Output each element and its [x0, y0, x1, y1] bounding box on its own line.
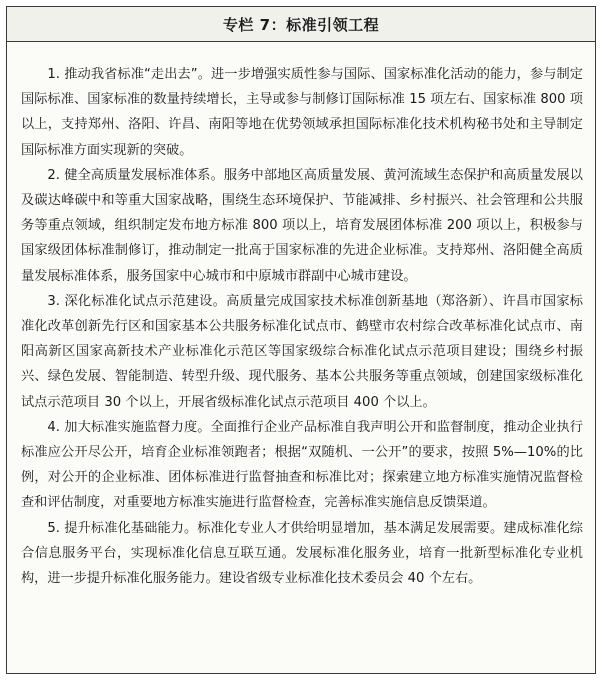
column-box: [6, 6, 596, 674]
column-content: [7, 42, 595, 591]
paragraph-2: 2. 健全高质量发展标准体系。服务中部地区高质量发展、黄河流域生态保护和高质量发展以及碳达峰碳中和等重大国家战略，围绕生态环境保护、节能减排、乡村振兴、社会管理和公共服务等重点领域，组织制定发布地方标准 800 项以上，培育发展团体标准 200 项以上，积极参与国家级团体标准制修订，推动制定一批高于国家标准的先进企业标准。支持郑州、洛阳健全高质量发展标准体系，服务国家中心城市和中原城市群副中心城市建设。: [21, 167, 583, 284]
paragraph-1: 1. 推动我省标准“走出去”。进一步增强实质性参与国际、国家标准化活动的能力，参与制定国际标准、国家标准的数量持续增长，主导或参与制修订国际标准 15 项左右、国家标准 800 项以上，支持郑州、洛阳、许昌、南阳等地在优势领域承担国际标准化技术机构秘书处和主导制定国际标准方面实现新的突破。: [21, 67, 583, 158]
paragraph-3: 3. 深化标准化试点示范建设。高质量完成国家技术标准创新基地（郑洛新）、许昌市国家标准化改革创新先行区和国家基本公共服务标准化试点市、鹤壁市农村综合改革标准化试点市、南阳高新区国家高新技术产业标准化示范区等国家级综合标准化试点示范项目建设；围绕乡村振兴、绿色发展、智能制造、转型升级、现代服务、基本公共服务等重点领域，创建国家级标准化试点示范项目 30 个以上，开展省级标准化试点示范项目 400 个以上。: [21, 293, 583, 410]
column-title-row: [7, 7, 595, 42]
column-title: 专栏 7：标准引领工程: [222, 15, 380, 34]
paragraph-4: 4. 加大标准实施监督力度。全面推行企业产品标准自我声明公开和监督制度，推动企业执行标准应公开尽公开，培育企业标准领跑者；根据“双随机、一公开”的要求，按照 5%—10%的比例，对公开的企业标准、团体标准进行监督抽查和标准比对；探索建立地方标准实施情况监督检查和评估制度，对重要地方标准实施进行监督检查，完善标准实施信息反馈渠道。: [21, 419, 583, 511]
paragraph-5: 5. 提升标准化基础能力。标准化专业人才供给明显增加，基本满足发展需要。建成标准化综合信息服务平台，实现标准化信息互联互通。发展标准化服务业，培育一批新型标准化专业机构，进一步提升标准化服务能力。建设省级专业标准化技术委员会 40 个左右。: [21, 520, 583, 587]
